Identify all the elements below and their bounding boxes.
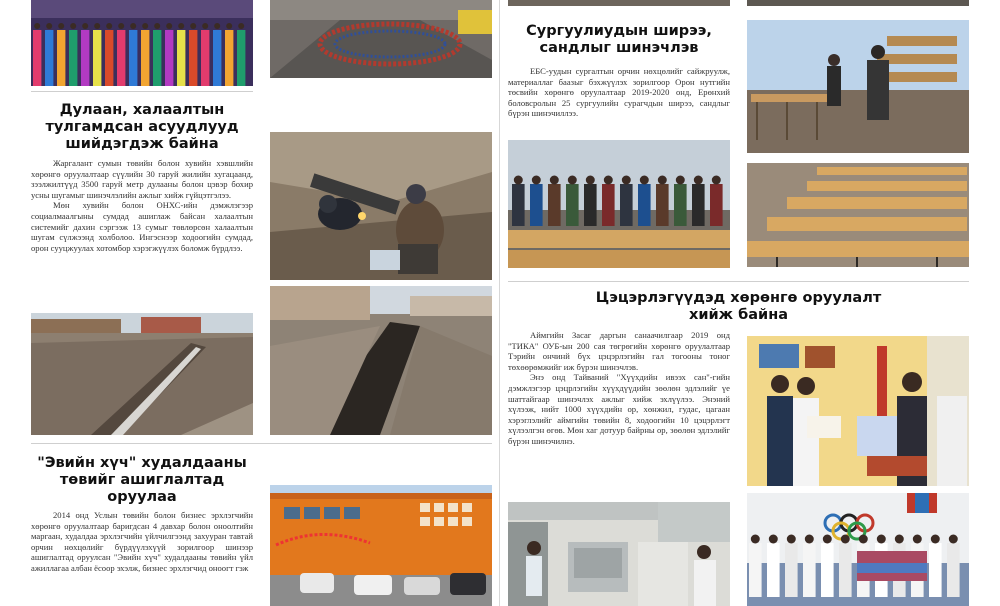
figure-body (93, 30, 101, 86)
figure-head (154, 23, 160, 29)
headline-line: "Эвийн хүч" худалдааны (37, 455, 247, 471)
figure-head (805, 535, 814, 544)
headline-line: хийж байна (688, 307, 789, 323)
figure-head (82, 23, 88, 29)
photo-bedding-handover (747, 336, 969, 486)
section-rule (508, 281, 969, 282)
figure-head (58, 23, 64, 29)
figure-body (947, 543, 960, 597)
photo-top-sliver (508, 0, 730, 6)
figure-head (94, 23, 100, 29)
photo-square-crowd (270, 0, 492, 78)
figure-head (214, 23, 220, 29)
figure-head (694, 176, 703, 185)
figure-head (550, 176, 559, 185)
figure-body (692, 184, 705, 226)
figure-body (189, 30, 197, 86)
section-rule (31, 91, 253, 92)
figure-head (142, 23, 148, 29)
photo-welding-workers (270, 132, 492, 280)
figure-body (767, 543, 780, 597)
figure-head (106, 23, 112, 29)
article-headline-kindergartens (508, 290, 969, 324)
figure-head (841, 535, 850, 544)
figure-head (46, 23, 52, 29)
headline-line: Сургуулиудын ширээ, (526, 23, 712, 39)
headline-line: төвийг ашиглалтад (59, 472, 225, 488)
column-divider (499, 0, 500, 606)
figure-body (153, 30, 161, 86)
figure-body (141, 30, 149, 86)
figure-body (584, 184, 597, 226)
figure-head (226, 23, 232, 29)
figure-head (70, 23, 76, 29)
article-paragraph: 2014 онд Услын төвийн болон бизнес эрхлэгчийн хөрөнгө оруулалтаар баригдсан 4 давхар болон оноолтийн маргаан, худалдаа эрхлэгчийн үйлчилгээнд захууран тавтай орчин нөхцөлийг бүрдүүлэхүүй зорилгоор шинээр ашиглалтад оруулсан "Эвийн хүч" худалдааны төвийн үйл ажиллагаа албан ёсоор эхэлж, бизнес эрхлэгчид оноогт гэж (31, 510, 253, 573)
figure-body (512, 184, 525, 226)
article-paragraph: Мөн хувийн болон ОНХС-ийн дэмжлэгээр социалмаалгыны сумдад ашиглаж байсан халаалтын системийг дахин сэргээж 13 сумыг төвлөрсөн халаалтын шугам сүлжээнд холболоо. Ингэснээр ходоогийн сумдад, орон сууцжуулах хотомбор хэрэгжүүлэх боломж бүрдлээ. (31, 200, 253, 253)
figure-head (622, 176, 631, 185)
figure-head (949, 535, 958, 544)
figure-head (586, 176, 595, 185)
photo-kitchen-equipment (508, 502, 730, 606)
figure-head (877, 535, 886, 544)
figure-head (895, 535, 904, 544)
figure-body (57, 30, 65, 86)
article-body-school-desks (508, 66, 730, 136)
figure-body (749, 543, 762, 597)
figure-head (913, 535, 922, 544)
photo-desk-delivery (747, 20, 969, 153)
figure-body (638, 184, 651, 226)
headline-line: Дулаан, халаалтын (59, 102, 225, 118)
headline-line: оруулаа (107, 489, 177, 505)
figure-body (566, 184, 579, 226)
figure-body (45, 30, 53, 86)
photo-children-crowd (31, 0, 253, 86)
figure-body (929, 543, 942, 597)
article-body-heating (31, 158, 253, 308)
photo-officials-desks (508, 140, 730, 268)
figure-body (213, 30, 221, 86)
figure-body (69, 30, 77, 86)
article-paragraph: Энэ онд Тайваний "Хүүхдийн ивээх сан"-гийн дэмжлэгээр цэцрлэгийн хүүхдүүдийн зөөлөн эдлэлийг үе шаттайгаар шинэчлэх ажлыг хийж эхлүүлээ. Энэний хүлээж, нийт 1000 хүүхдийн ор, хөнжил, гудас, цагаан хэрэглэлийг аймгийн төвийн 8, ходоогийн 10 цэцэрлэгт хүлээлгэн өгөв. Мөн хаг дотуур байрны ор, зөөлөн эдлэлийг бүрэн шинэчилнэ. (508, 372, 730, 446)
figure-head (640, 176, 649, 185)
figure-head (178, 23, 184, 29)
article-headline-trade-center (31, 455, 253, 506)
figure-body (710, 184, 723, 226)
figure-head (34, 23, 40, 29)
figure-body (602, 184, 615, 226)
article-body-trade-center (31, 510, 253, 606)
figure-body (105, 30, 113, 86)
figure-body (129, 30, 137, 86)
figure-head (190, 23, 196, 29)
figure-head (931, 535, 940, 544)
figure-head (676, 176, 685, 185)
article-body-kindergartens (508, 330, 730, 494)
figure-head (658, 176, 667, 185)
headline-line: сандлыг шинэчлэв (539, 40, 699, 56)
article-headline-school-desks (508, 23, 730, 57)
figure-body (656, 184, 669, 226)
figure-head (568, 176, 577, 185)
figure-head (859, 535, 868, 544)
article-paragraph: Жаргалант сумын төвийн болон хувийн хэвшлийн хөрөнгө оруулалтаар сүүлийн 30 гаруй жилийн хугацаанд, зээлжилтүүд 3500 гаруй метр дулааны болон цэвэр бохир усны шугамыг шинэчлэлийн ажлыг хийж гүйцэтгэлээ. (31, 158, 253, 200)
figure-head (823, 535, 832, 544)
figure-head (130, 23, 136, 29)
figure-body (530, 184, 543, 226)
photo-trade-center-building (270, 485, 492, 606)
headline-line: Цэцэрлэгүүдэд хөрөнгө оруулалт (595, 290, 882, 306)
figure-body (785, 543, 798, 597)
figure-body (674, 184, 687, 226)
figure-body (548, 184, 561, 226)
photo-kindergarten-staff (747, 493, 969, 606)
figure-head (166, 23, 172, 29)
photo-pipe-trench (31, 313, 253, 435)
photo-desk-rows (747, 163, 969, 267)
photo-top-sliver (747, 0, 969, 6)
figure-body (165, 30, 173, 86)
figure-body (237, 30, 245, 86)
figure-head (712, 176, 721, 185)
headline-line: шийдэгдэж байна (65, 136, 219, 152)
figure-body (839, 543, 852, 597)
figure-body (821, 543, 834, 597)
section-rule (31, 443, 492, 444)
figure-head (202, 23, 208, 29)
figure-body (620, 184, 633, 226)
figure-body (177, 30, 185, 86)
photo-pipe-trench-2 (270, 286, 492, 435)
figure-head (769, 535, 778, 544)
figure-head (604, 176, 613, 185)
figure-head (238, 23, 244, 29)
figure-body (81, 30, 89, 86)
figure-head (514, 176, 523, 185)
article-headline-heating (31, 102, 253, 153)
figure-head (751, 535, 760, 544)
figure-body (803, 543, 816, 597)
headline-line: тулгамдсан асуудлууд (45, 119, 239, 135)
article-paragraph: ЕБС-уудын сургалтын орчин нөхцөлийг сайжруулж, материаллаг баазыг бэхжүүлэх зорилгоор Орон нутгийн төсвийн хөрөнгө оруулалтаар 2019-2020 онд, Ерөнхий боловсролын 25 сургуулийн сурагчдын ширээ, сандлыг бүрэн шинэчиллээ. (508, 66, 730, 119)
figure-head (787, 535, 796, 544)
figure-body (117, 30, 125, 86)
figure-body (225, 30, 233, 86)
figure-body (33, 30, 41, 86)
figure-head (532, 176, 541, 185)
figure-head (118, 23, 124, 29)
figure-body (201, 30, 209, 86)
article-paragraph: Аймгийн Засаг даргын санаачилгаар 2019 онд "ТИКА" ОУБ-ын 200 сая төгрөгийн хөрөнгө оруулалтаар Тэрийн ончинй бүх цэцэрлэгийн гал тогооны тоног төхөөрөмжийг иж бүрэн шинэчлэв. (508, 330, 730, 372)
